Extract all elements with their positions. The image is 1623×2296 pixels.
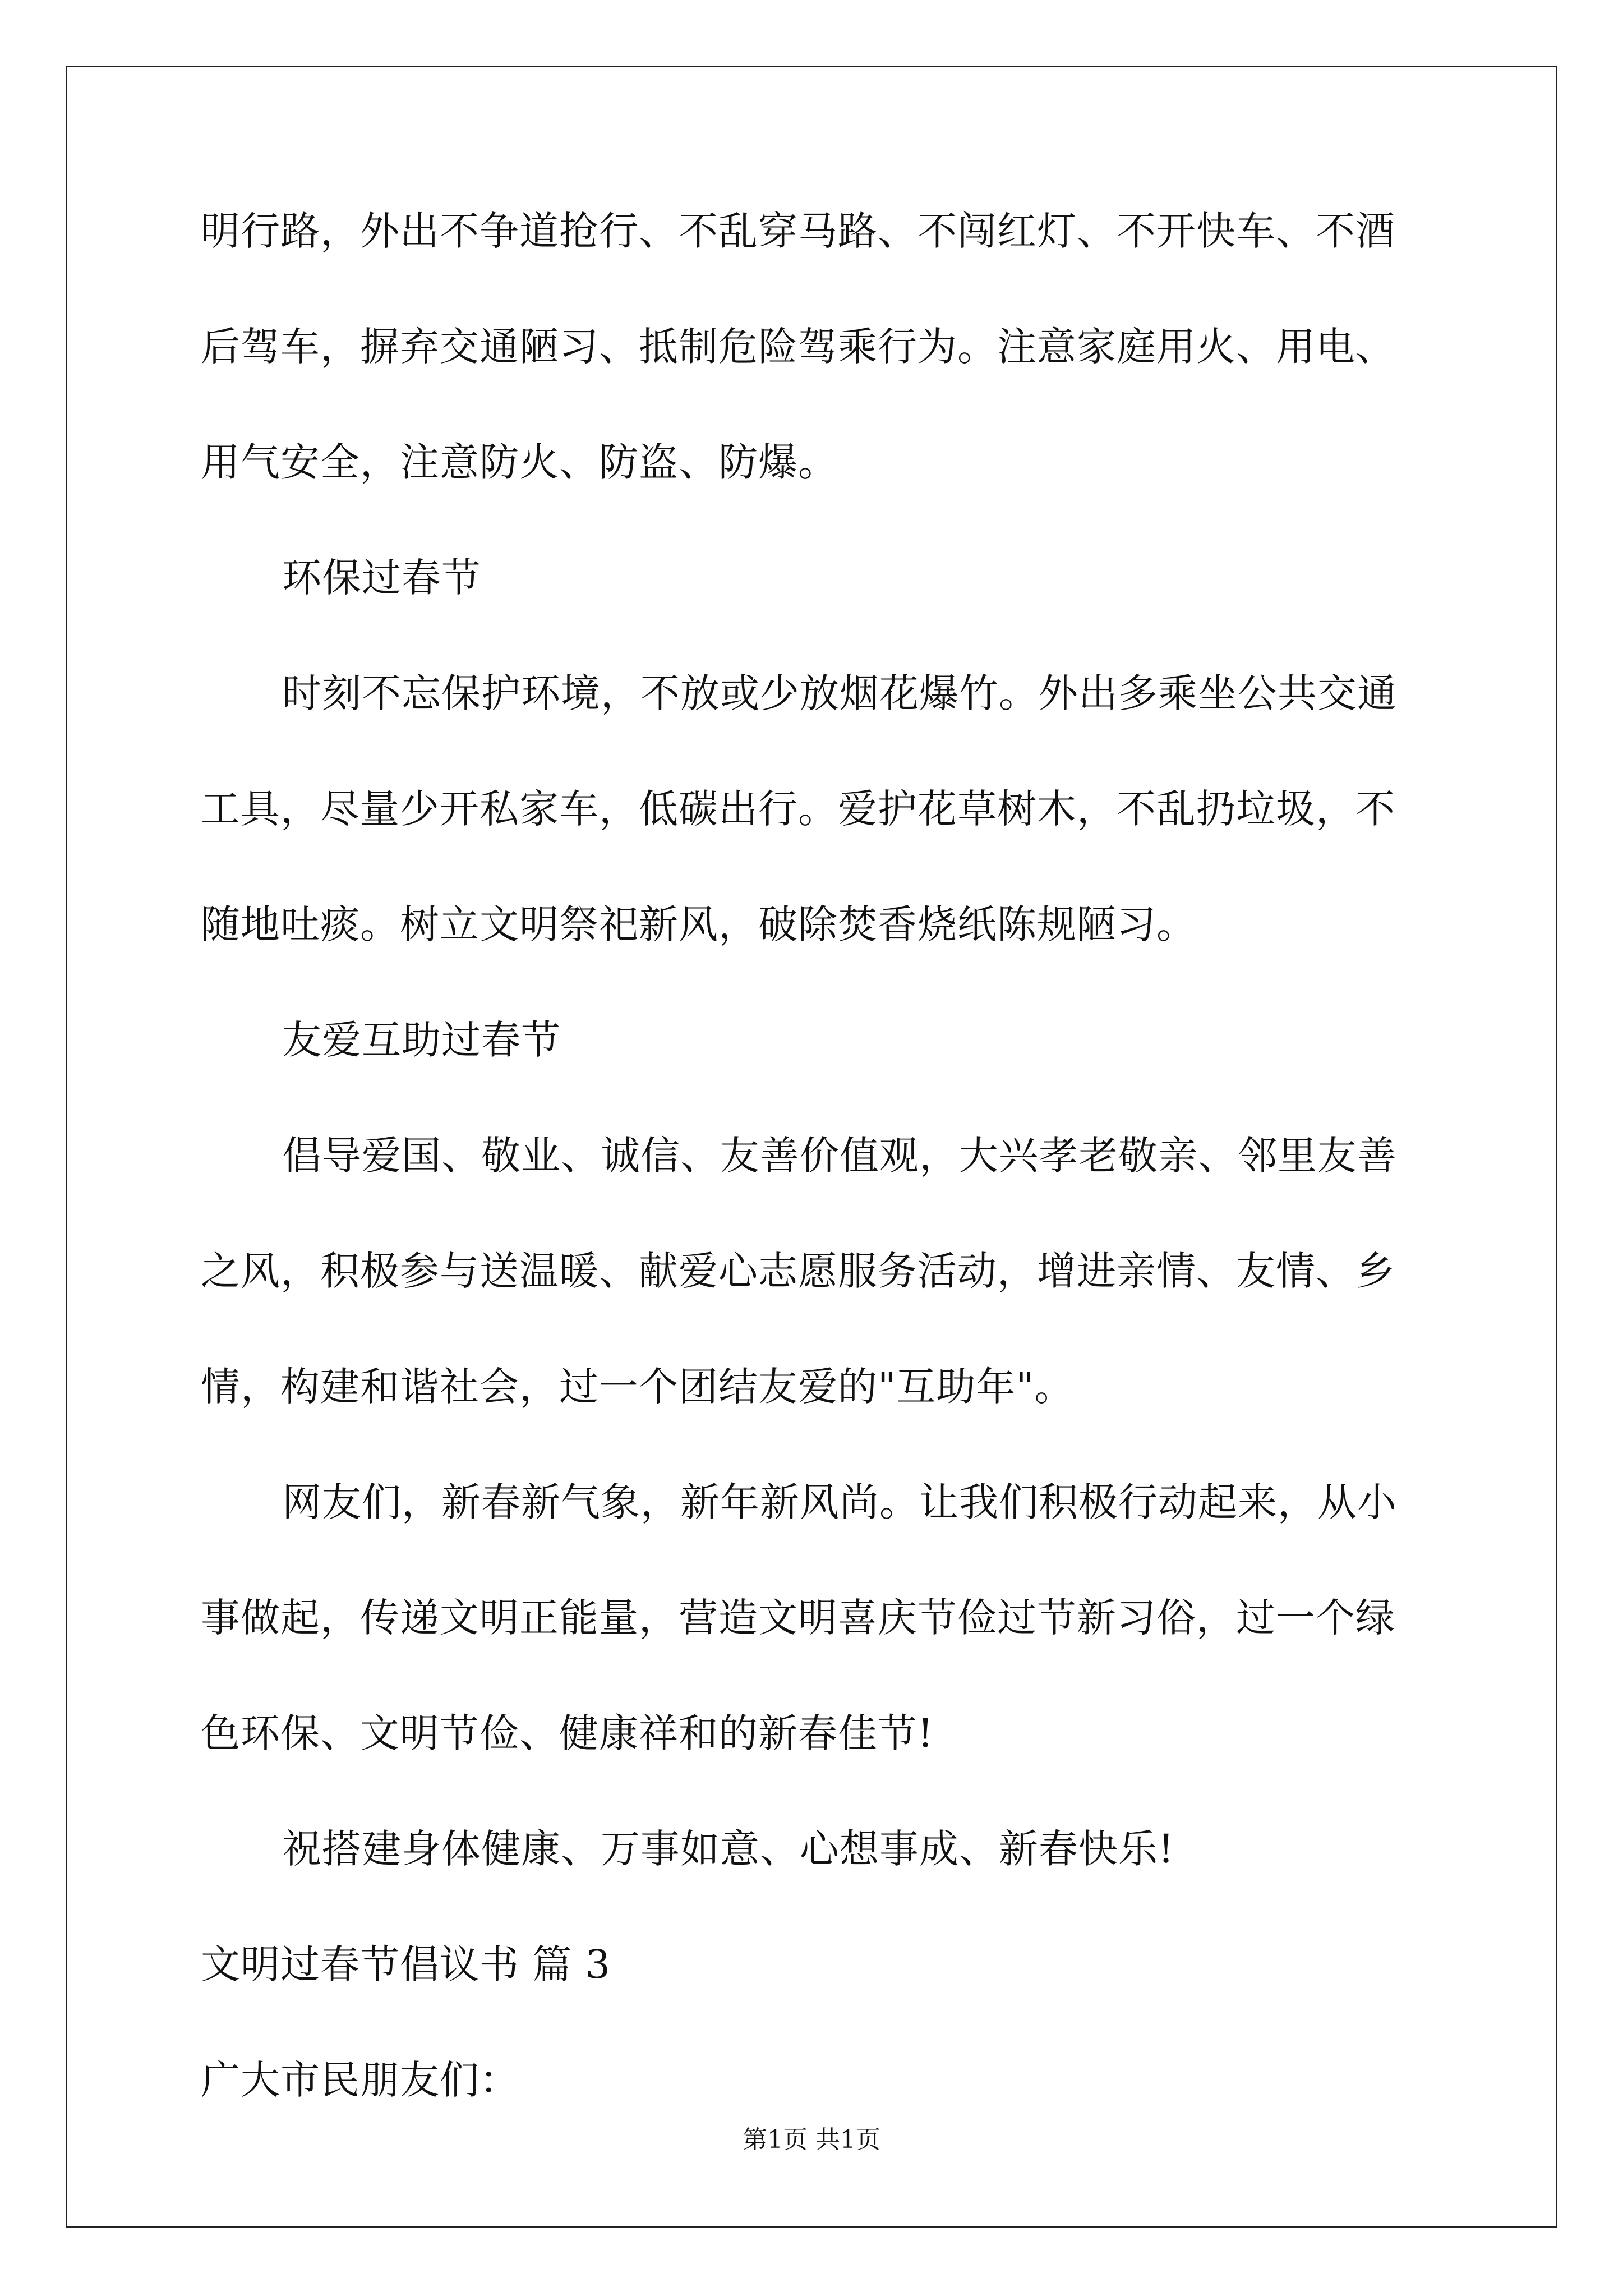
text-line: 后驾车，摒弃交通陋习、抵制危险驾乘行为。注意家庭用火、用电、	[201, 324, 1395, 370]
text-line: 情，构建和谐社会，过一个团结友爱的"互助年"。	[201, 1364, 1075, 1410]
page-footer: 第1页 共1页	[743, 2125, 880, 2154]
text-line: 倡导爱国、敬业、诚信、友善价值观，大兴孝老敬亲、邻里友善	[282, 1133, 1397, 1179]
salutation: 广大市民朋友们：	[201, 2057, 519, 2103]
text-line: 事做起，传递文明正能量，营造文明喜庆节俭过节新习俗，过一个绿	[201, 1595, 1395, 1641]
text-line: 用气安全，注意防火、防盗、防爆。	[201, 439, 838, 485]
text-line: 随地吐痰。树立文明祭祀新风，破除焚香烧纸陈规陋习。	[201, 901, 1196, 947]
text-line: 工具，尽量少开私家车，低碳出行。爱护花草树木，不乱扔垃圾，不	[201, 786, 1395, 832]
section-heading: 环保过春节	[282, 555, 481, 601]
text-line: 时刻不忘保护环境，不放或少放烟花爆竹。外出多乘坐公共交通	[282, 670, 1397, 716]
text-line: 祝搭建身体健康、万事如意、心想事成、新春快乐!	[282, 1826, 1175, 1872]
section-heading: 友爱互助过春节	[282, 1017, 561, 1063]
text-line: 之风，积极参与送温暖、献爱心志愿服务活动，增进亲情、友情、乡	[201, 1248, 1395, 1294]
text-line: 明行路，外出不争道抢行、不乱穿马路、不闯红灯、不开快车、不酒	[201, 208, 1395, 254]
text-line: 网友们，新春新气象，新年新风尚。让我们积极行动起来，从小	[282, 1479, 1397, 1525]
text-line: 色环保、文明节俭、健康祥和的新春佳节!	[201, 1710, 934, 1756]
document-title: 文明过春节倡议书 篇 3	[201, 1941, 611, 1987]
